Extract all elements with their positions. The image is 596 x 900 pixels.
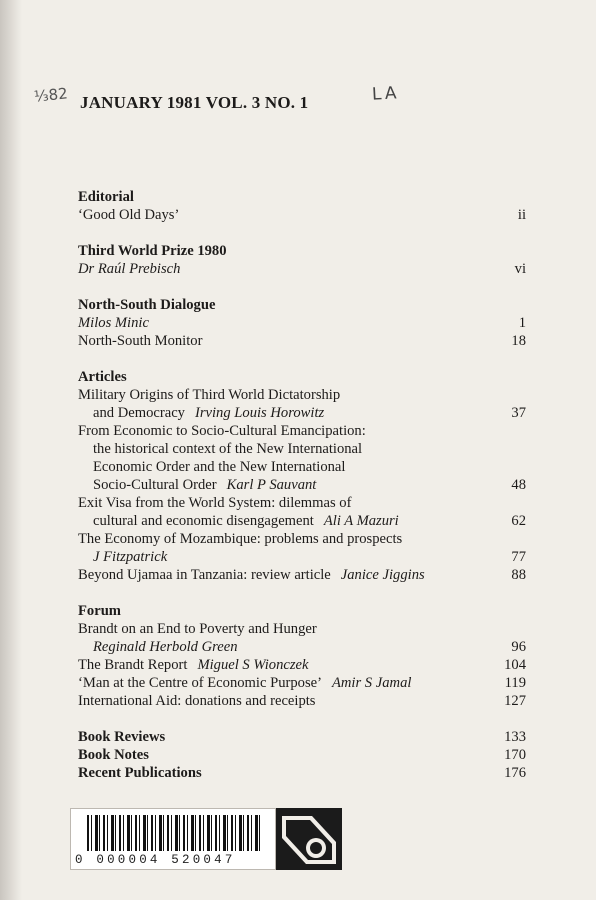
toc-entry [78,728,526,746]
entry-author: Irving Louis Horowitz [194,405,325,421]
toc-entry [78,332,526,350]
barcode-bars [87,815,263,851]
section-back-matter [78,728,526,782]
barcode-icon [70,808,276,870]
entry-title: Economic Order and the New International [93,459,346,475]
section-editorial [78,188,526,224]
section-forum [78,602,526,710]
section-title: Editorial [78,189,134,205]
page-number: 48 [511,477,526,493]
toc-entry-line [78,386,526,404]
toc-entry-line [78,530,526,548]
page-number: 77 [511,549,526,565]
toc-entry [78,260,526,278]
toc-entry [78,692,526,710]
handwritten-note-left: ⅓82 [33,84,69,106]
entry-author: Miguel S Wionczek [197,657,309,673]
entry-title: From Economic to Socio-Cultural Emancipation: [78,423,366,439]
entry-author: Milos Minic [78,315,149,331]
entry-title: Exit Visa from the World System: dilemmas of [78,495,352,511]
section-title: Third World Prize 1980 [78,243,227,259]
entry-title: Book Reviews [78,729,166,745]
entry-title: North-South Monitor [78,333,203,349]
entry-author: Amir S Jamal [331,675,412,691]
section-title: Articles [78,369,127,385]
toc-entry-line [78,458,526,476]
issue-header: JANUARY 1981 VOL. 3 NO. 1 [80,93,309,112]
page-number: 176 [504,765,526,781]
page-number: ii [517,207,526,223]
entry-author: Reginald Herbold Green [93,639,238,655]
table-of-contents [78,188,526,782]
toc-entry-line [78,422,526,440]
toc-entry [78,512,526,530]
page-number: 37 [511,405,526,421]
page-number: 119 [504,675,526,691]
page-number: 62 [511,513,526,529]
publisher-logo-icon [276,808,342,870]
toc-entry [78,548,526,566]
page-spine-shadow [0,0,22,900]
section-dialogue [78,296,526,350]
entry-title: Beyond Ujamaa in Tanzania: review article [78,567,331,583]
entry-title: Book Notes [78,747,149,763]
entry-author: Dr Raúl Prebisch [78,261,181,277]
toc-entry [78,476,526,494]
toc-entry [78,566,526,584]
toc-entry-line [78,494,526,512]
entry-title: ‘Man at the Centre of Economic Purpose’ [78,675,322,691]
page-number: vi [514,261,526,277]
entry-author: Janice Jiggins [340,567,425,583]
entry-title: International Aid: donations and receipts [78,693,316,709]
entry-author: J Fitzpatrick [93,549,168,565]
toc-entry-line [78,440,526,458]
toc-entry [78,206,526,224]
entry-title: The Economy of Mozambique: problems and prospects [78,531,403,547]
page-number: 1 [518,315,526,331]
toc-entry [78,638,526,656]
page-number: 170 [504,747,526,763]
entry-title: and Democracy [93,405,185,421]
toc-entry [78,764,526,782]
entry-title: The Brandt Report [78,657,188,673]
toc-entry [78,674,526,692]
entry-title: Brandt on an End to Poverty and Hunger [78,621,317,637]
toc-entry-line [78,620,526,638]
toc-entry [78,404,526,422]
entry-title: the historical context of the New International [93,441,363,457]
toc-entry [78,314,526,332]
section-title: North-South Dialogue [78,297,216,313]
page-number: 96 [511,639,526,655]
page-number: 127 [504,693,526,709]
section-prize [78,242,526,278]
page-number: 18 [511,333,526,349]
entry-author: Karl P Sauvant [226,477,317,493]
entry-title: Socio-Cultural Order [93,477,217,493]
entry-title: Military Origins of Third World Dictatorship [78,387,341,403]
toc-entry [78,656,526,674]
entry-title: cultural and economic disengagement [93,513,314,529]
page-number: 133 [504,729,526,745]
handwritten-note-right: LA [371,83,401,105]
page-number: 88 [511,567,526,583]
page-number: 104 [504,657,526,673]
entry-author: Ali A Mazuri [323,513,399,529]
entry-title: ‘Good Old Days’ [78,207,180,223]
section-articles [78,368,526,584]
barcode-number: 0 000004 520047 [75,853,236,867]
entry-title: Recent Publications [78,765,202,781]
toc-entry [78,746,526,764]
section-title: Forum [78,603,121,619]
